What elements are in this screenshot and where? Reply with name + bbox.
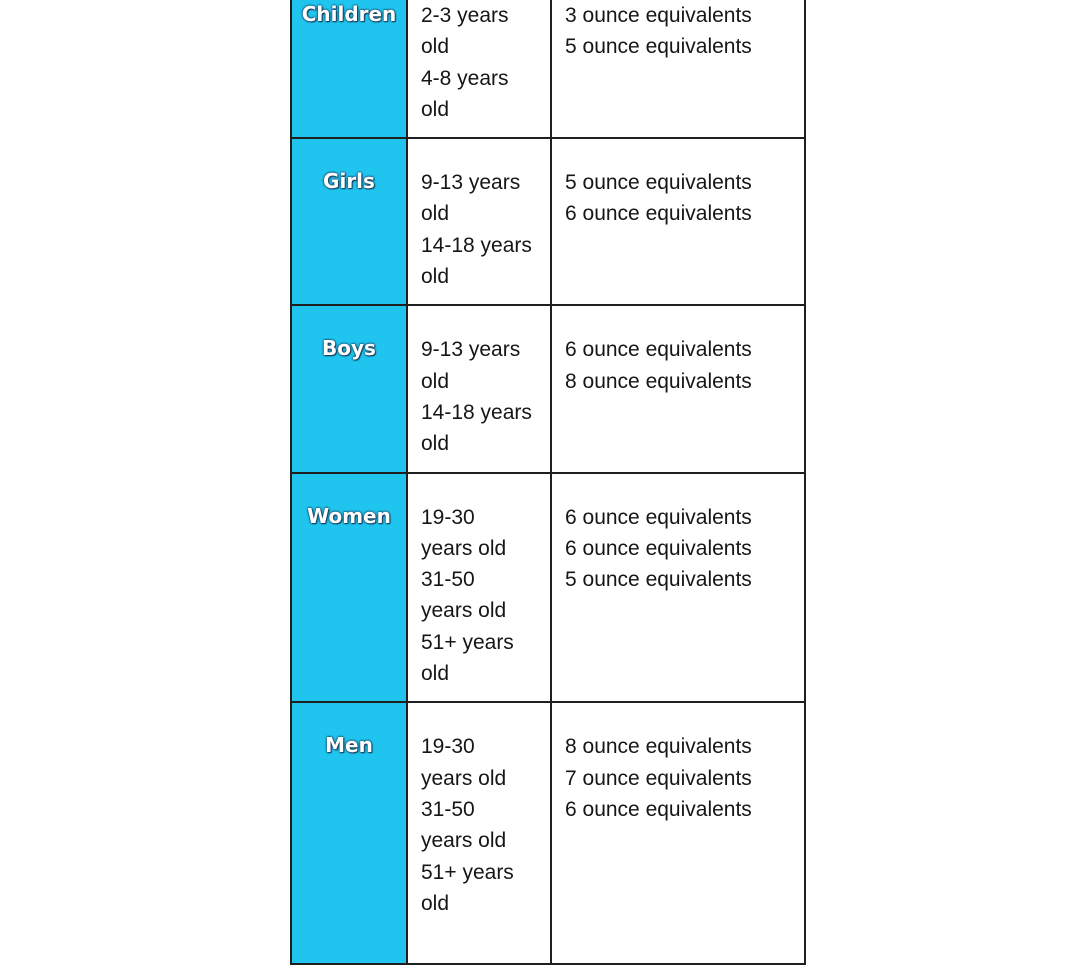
group-label-children: Children: [301, 2, 397, 26]
age-line: 31-50: [421, 797, 475, 821]
age-line: 19-30: [421, 505, 475, 529]
age-line: old: [421, 662, 450, 686]
table-row: [291, 702, 805, 964]
age-line: 51+ years: [421, 630, 514, 654]
group-cell: [291, 305, 407, 472]
age-line: years old: [421, 599, 507, 623]
amount-line: 3 ounce equivalents: [565, 4, 752, 27]
age-cell: [407, 0, 551, 138]
amount-line: 6 ounce equivalents: [565, 797, 752, 821]
age-line: 9-13 years: [421, 171, 521, 195]
table-row: [291, 305, 805, 472]
age-cell: [407, 702, 551, 964]
amount-line: 6 ounce equivalents: [565, 536, 752, 560]
group-cell: [291, 0, 407, 138]
age-line: old: [421, 891, 450, 915]
group-cell: [291, 138, 407, 305]
recommendation-table: [290, 0, 806, 965]
age-line: 14-18 years: [421, 233, 532, 257]
age-line: 4-8 years: [421, 66, 509, 90]
amount-cell: [551, 702, 805, 964]
table-row: [291, 0, 805, 138]
amount-line: 5 ounce equivalents: [565, 35, 752, 59]
amount-line: 8 ounce equivalents: [565, 735, 752, 759]
amount-line: 6 ounce equivalents: [565, 338, 752, 362]
age-line: 51+ years: [421, 860, 514, 884]
group-label-women: Women: [307, 503, 391, 528]
age-cell: [407, 473, 551, 703]
age-line: years old: [421, 766, 507, 790]
age-line: 19-30: [421, 735, 475, 759]
age-line: 9-13 years: [421, 338, 521, 362]
group-label-boys: Boys: [322, 336, 376, 361]
age-line: old: [421, 202, 450, 226]
amount-line: 7 ounce equivalents: [565, 766, 752, 790]
amount-line: 6 ounce equivalents: [565, 202, 752, 226]
age-cell: [407, 138, 551, 305]
age-line: old: [421, 432, 450, 456]
age-line: years old: [421, 536, 507, 560]
age-line: old: [421, 35, 450, 59]
age-cell: [407, 305, 551, 472]
age-line: old: [421, 97, 450, 121]
table-row: [291, 473, 805, 703]
age-line: old: [421, 369, 450, 393]
amount-line: 5 ounce equivalents: [565, 568, 752, 592]
amount-cell: [551, 473, 805, 703]
age-line: 31-50: [421, 568, 475, 592]
group-cell: [291, 702, 407, 964]
group-label-girls: Girls: [323, 169, 375, 194]
group-cell: [291, 473, 407, 703]
age-line: 2-3 years: [421, 4, 509, 27]
group-label-men: Men: [325, 733, 373, 758]
amount-line: 6 ounce equivalents: [565, 505, 752, 529]
amount-line: 5 ounce equivalents: [565, 171, 752, 195]
table-row: [291, 138, 805, 305]
amount-line: 8 ounce equivalents: [565, 369, 752, 393]
amount-cell: [551, 138, 805, 305]
age-line: old: [421, 265, 450, 289]
age-line: 14-18 years: [421, 400, 532, 424]
amount-cell: [551, 305, 805, 472]
age-line: years old: [421, 829, 507, 853]
amount-cell: [551, 0, 805, 138]
